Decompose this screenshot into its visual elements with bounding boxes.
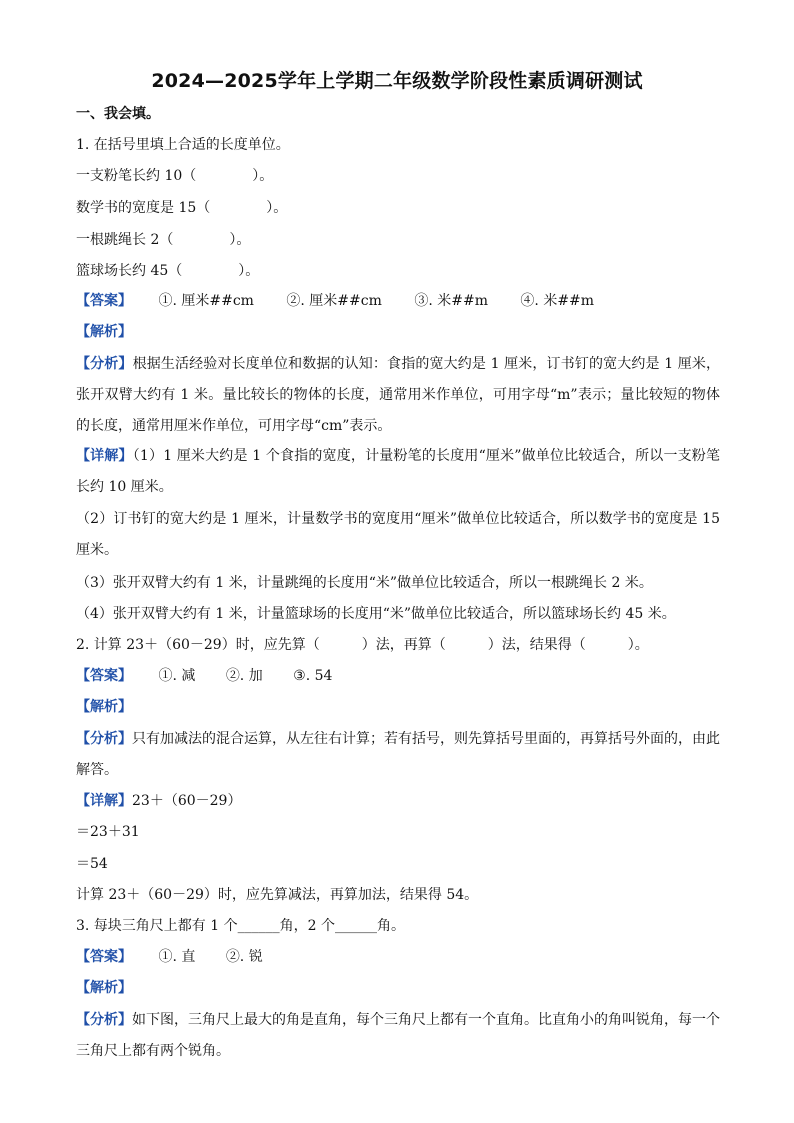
detail-paragraph: （4）张开双臂大约有 1 米，计量篮球场的长度用“米”做单位比较适合，所以篮球场长约 45 米。: [76, 606, 676, 622]
analysis-paragraph: [76, 349, 720, 442]
answer-row: [76, 667, 332, 685]
analysis-paragraph: [76, 724, 720, 786]
analysis-tag: 【分析】: [76, 731, 132, 747]
answer-item: ②. 厘米##cm: [286, 293, 382, 309]
explain-row: [76, 698, 132, 716]
analysis-text: 如下图，三角尺上最大的角是直角，每个三角尺上都有一个直角。比直角小的角叫锐角，每一个三角尺上都有两个锐角。: [76, 1012, 720, 1059]
analysis-tag: 【分析】: [76, 356, 133, 372]
answer-item: ④. 米##m: [520, 293, 595, 309]
explain-row: [76, 979, 132, 997]
question-1-item: 一支粉笔长约 10（ ）。: [76, 168, 274, 184]
answer-item: ③. 米##m: [414, 293, 488, 309]
explain-tag: 【解析】: [76, 980, 132, 996]
detail-paragraph: （2）订书钉的宽大约是 1 厘米，计量数学书的宽度用“厘米”做单位比较适合，所以数学书的宽度是 15 厘米。: [76, 511, 720, 558]
answer-item: ③. 54: [293, 668, 333, 684]
analysis-text: 根据生活经验对长度单位和数据的认知：食指的宽大约是 1 厘米，订书钉的宽大约是 1 厘米，张开双臂大约有 1 米。量比较长的物体的长度，通常用米作单位，可用字母“m”表示；量比较短的物体的长度，通常用厘米作单位，可用字母“cm”表示。: [76, 356, 720, 434]
question-1-item: 一根跳绳长 2（ ）。: [76, 232, 251, 248]
answer-item: ②. 加: [225, 668, 263, 684]
answer-item: ②. 锐: [225, 949, 263, 965]
detail-paragraph: （3）张开双臂大约有 1 米，计量跳绳的长度用“米”做单位比较适合，所以一根跳绳长 2 米。: [76, 575, 653, 591]
answer-tag: 【答案】: [76, 668, 132, 684]
answer-item: ①. 直: [158, 949, 196, 965]
explain-row: [76, 323, 132, 341]
analysis-text: 只有加减法的混合运算，从左往右计算；若有括号，则先算括号里面的，再算括号外面的，由此解答。: [76, 731, 720, 778]
detail-paragraph: [76, 441, 720, 503]
conclusion-line: 计算 23＋（60－29）时，应先算减法，再算加法，结果得 54。: [76, 887, 479, 903]
analysis-tag: 【分析】: [76, 1012, 132, 1028]
detail-tag: 【详解】: [76, 448, 133, 464]
answer-row: [76, 948, 263, 966]
question-2-stem: 2. 计算 23＋（60－29）时，应先算（ ）法，再算（ ）法，结果得（ ）。: [76, 637, 649, 653]
question-1-item: 数学书的宽度是 15（ ）。: [76, 200, 288, 216]
explain-tag: 【解析】: [76, 699, 132, 715]
answer-item: ①. 厘米##cm: [158, 293, 254, 309]
detail-text: （1）1 厘米大约是 1 个食指的宽度，计量粉笔的长度用“厘米”做单位比较适合，所以一支粉笔长约 10 厘米。: [76, 448, 720, 495]
calc-step: ＝54: [76, 856, 108, 872]
document-title: 2024—2025学年上学期二年级数学阶段性素质调研测试: [151, 70, 643, 92]
answer-tag: 【答案】: [76, 293, 132, 309]
answer-tag: 【答案】: [76, 949, 132, 965]
answer-row: [76, 292, 594, 310]
explain-tag: 【解析】: [76, 324, 132, 340]
analysis-paragraph: [76, 1005, 720, 1067]
detail-row: [76, 792, 241, 810]
question-1-stem: 1. 在括号里填上合适的长度单位。: [76, 137, 290, 153]
section-heading: 一、我会填。: [76, 106, 160, 122]
question-1-item: 篮球场长约 45（ ）。: [76, 263, 260, 279]
calc-step: ＝23＋31: [76, 824, 140, 840]
detail-text: 23＋（60－29）: [132, 793, 242, 809]
question-3-stem: 3. 每块三角尺上都有 1 个______角，2 个______角。: [76, 918, 405, 934]
detail-tag: 【详解】: [76, 793, 132, 809]
answer-item: ①. 减: [158, 668, 196, 684]
